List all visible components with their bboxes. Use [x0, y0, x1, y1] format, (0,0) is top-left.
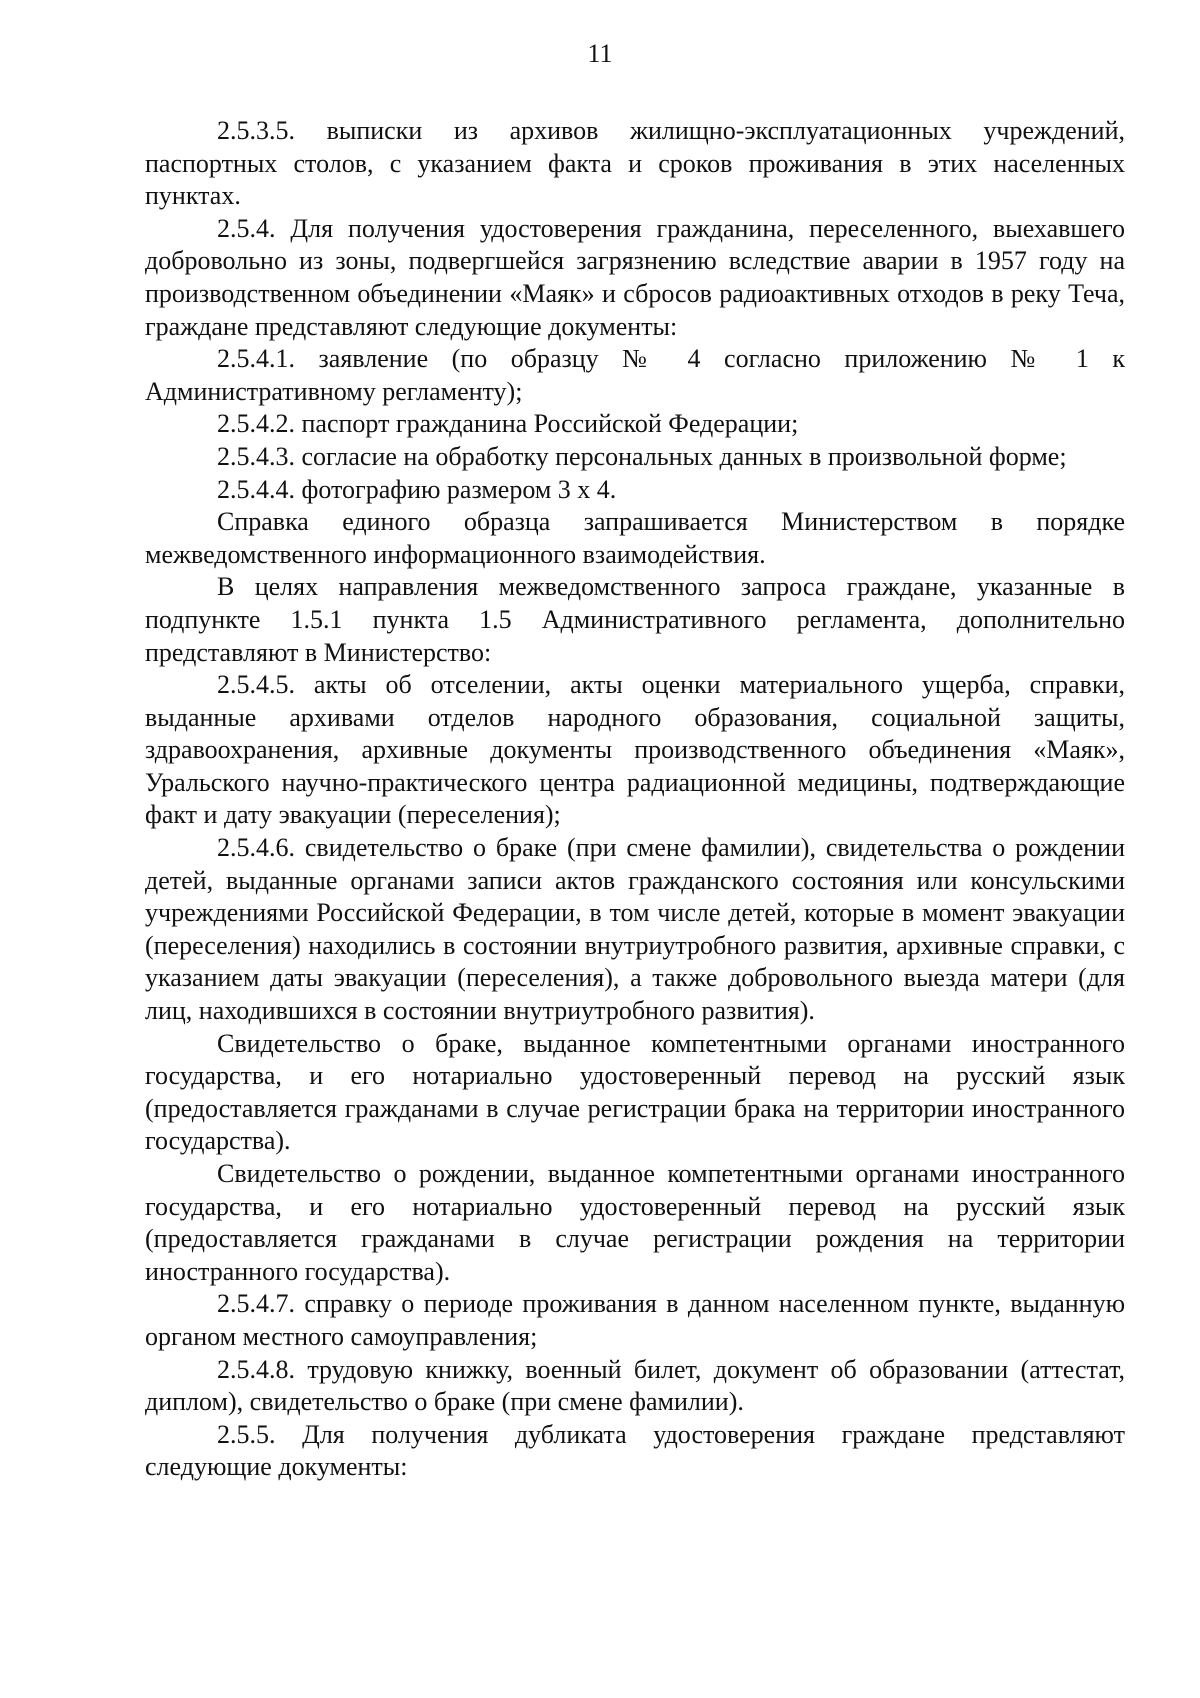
paragraph-2-5-4-2: 2.5.4.2. паспорт гражданина Российской Федерации; [217, 409, 799, 439]
paragraph-2-5-4-8: 2.5.4.8. трудовую книжку, военный билет, документ об образовании (аттестат, диплом), свидетельство о браке (при смене фамилии). [145, 1354, 1125, 1417]
paragraph-interagency-request: В целях направления межведомственного запроса граждане, указанные в подпункте 1.5.1 пункта 1.5 Административного регламента, дополнительно представляют в Министерство: [145, 572, 1125, 667]
paragraph-2-5-4-4: 2.5.4.4. фотографию размером 3 х 4. [217, 474, 617, 504]
paragraph-2-5-4-7: 2.5.4.7. справку о периоде проживания в данном населенном пункте, выданную органом местного самоуправления; [145, 1289, 1125, 1351]
paragraph-2-5-4-5: 2.5.4.5. акты об отселении, акты оценки материального ущерба, справки, выданные архивами отделов народного образования, социальной защиты, здравоохранения, архивные документы производственного объединения «Маяк», Уральского научно-практического центра радиационной медицины, подтверждающие факт и дату эвакуации (переселения); [145, 670, 1125, 830]
paragraph-2-5-4: 2.5.4. Для получения удостоверения гражданина, переселенного, выехавшего добровольно из зоны, подвергшейся загрязнению вследствие аварии в 1957 году на производственном объединении «Маяк» и сбросов радиоактивных отходов в реку Теча, граждане представляют следующие документы: [145, 213, 1125, 341]
paragraph-2-5-3-5: 2.5.3.5. выписки из архивов жилищно-эксплуатационных учреждений, паспортных столов, с указанием факта и сроков проживания в этих населенных пунктах. [145, 116, 1125, 211]
paragraph-reference-request: Справка единого образца запрашивается Министерством в порядке межведомственного информационного взаимодействия. [145, 507, 1125, 569]
paragraph-2-5-4-3: 2.5.4.3. согласие на обработку персональных данных в произвольной форме; [217, 441, 1067, 471]
document-body [145, 115, 1125, 1484]
paragraph-2-5-4-6: 2.5.4.6. свидетельство о браке (при смене фамилии), свидетельства о рождении детей, выданные органами записи актов гражданского состояния или консульскими учреждениями Российской Федерации, в том числе детей, которые в момент эвакуации (переселения) находились в состоянии внутриутробного развития, архивные справки, с указанием даты эвакуации (переселения), а также добровольного выезда матери (для лиц, находившихся в состоянии внутриутробного развития). [145, 833, 1125, 1026]
paragraph-2-5-4-1: 2.5.4.1. заявление (по образцу № 4 согласно приложению № 1 к Административному регламенту); [145, 344, 1125, 406]
paragraph-foreign-birth-certificate: Свидетельство о рождении, выданное компетентными органами иностранного государства, и его нотариально удостоверенный перевод на русский язык (предоставляется гражданами в случае регистрации рождения на территории иностранного государства). [145, 1159, 1125, 1286]
paragraph-2-5-5: 2.5.5. Для получения дубликата удостоверения граждане представляют следующие документы: [145, 1419, 1125, 1482]
paragraph-foreign-marriage-certificate: Свидетельство о браке, выданное компетентными органами иностранного государства, и его нотариально удостоверенный перевод на русский язык (предоставляется гражданами в случае регистрации брака на территории иностранного государства). [145, 1028, 1125, 1156]
page-number: 11 [587, 39, 613, 68]
